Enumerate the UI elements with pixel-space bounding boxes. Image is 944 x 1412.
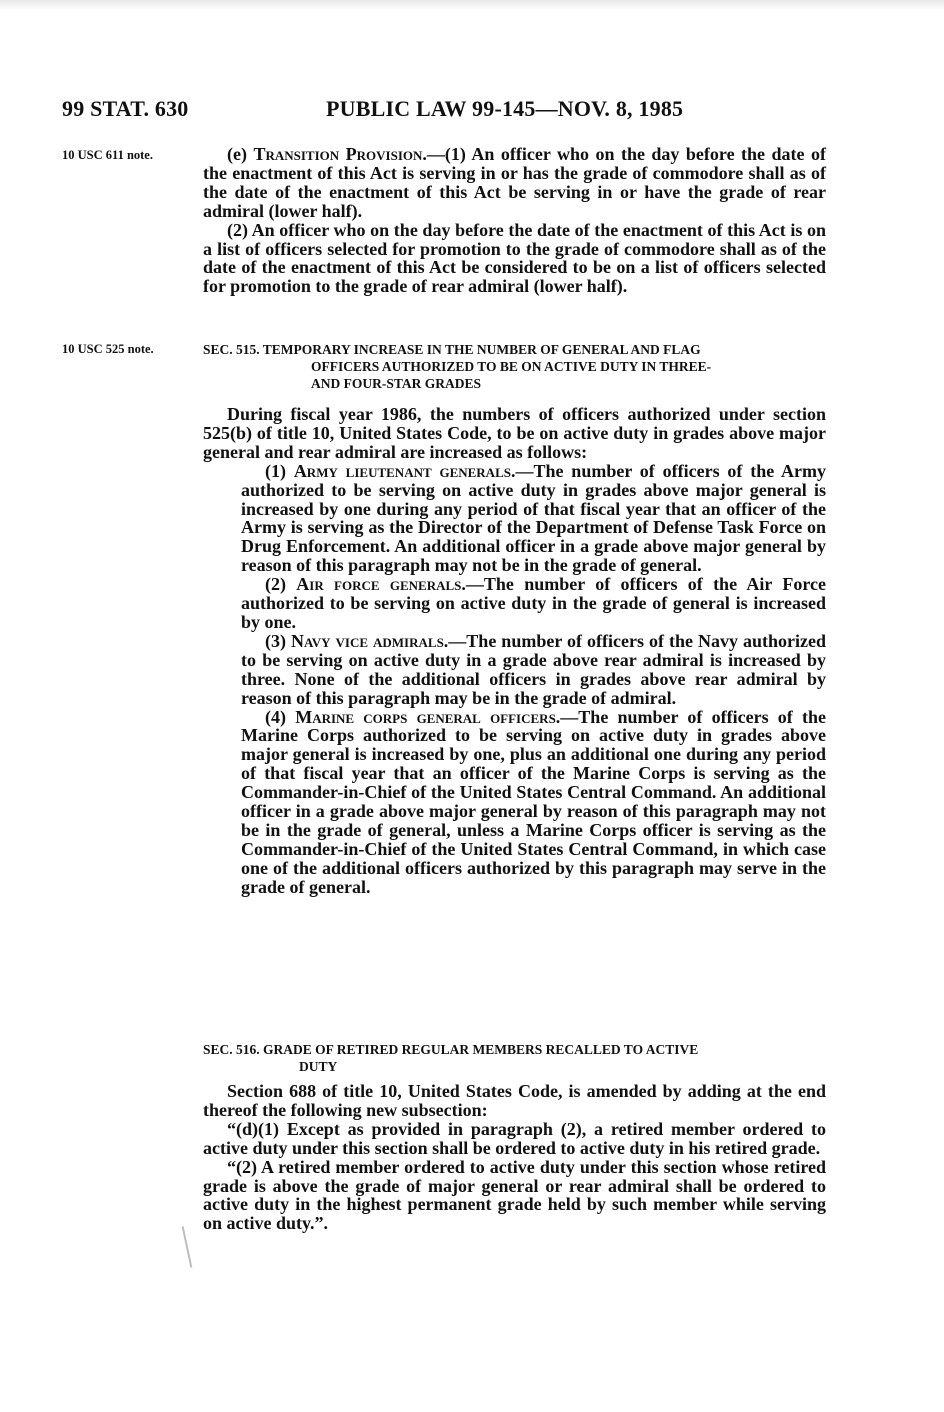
item-text: .—The number of officers of the Marine Corps authorized to be serving on active duty in grades above major general is increased by one, plus an additional one during any period of that fiscal year that an officer of the Marine Corps is serving as the Commander-in-Chief of the United States Central Command. An additional officer in a grade above major general by reason of this paragraph may not be in the grade of general, unless a Marine Corps officer is serving as the Commander-in-Chief of the United States Central Command, in which case one of the additional officers authorized by this paragraph may serve in the grade of general. bbox=[241, 706, 826, 897]
sec-515-heading-line1: SEC. 515. TEMPORARY INCREASE IN THE NUMBER OF GENERAL AND FLAG bbox=[203, 342, 701, 357]
item-label: (1) bbox=[265, 460, 294, 481]
item-label: (2) bbox=[265, 574, 297, 595]
sec-515-item-1 bbox=[203, 462, 826, 575]
sec-515-heading-line2: OFFICERS AUTHORIZED TO BE ON ACTIVE DUTY IN THREE- bbox=[311, 359, 712, 374]
pencil-mark bbox=[182, 1226, 193, 1267]
transition-p1-text: .—(1) An officer who on the day before the date of the enactment of this Act is serving in or has the grade of commodore shall as of the date of the enactment of this Act be serving in or have the grade of rear admiral (lower half). bbox=[203, 144, 826, 221]
sec-516-heading-line2: DUTY bbox=[299, 1059, 338, 1074]
marine-corps-general-officers-heading: Marine corps general officers bbox=[295, 706, 556, 727]
sec-516-body bbox=[203, 1082, 826, 1233]
sec-515-intro: During fiscal year 1986, the numbers of officers authorized under section 525(b) of title 10, United States Code, to be on active duty in grades above major general and rear admiral are increased as follows: bbox=[203, 404, 826, 462]
sec-515-item-2 bbox=[203, 575, 826, 632]
sec-516-paragraph-2: “(2) A retired member ordered to active duty under this section whose retired grade is above the grade of major general or rear admiral shall be ordered to active duty in the highest permanent grade held by such member while serving on active duty.”. bbox=[203, 1156, 826, 1234]
margin-note-usc-611: 10 USC 611 note. bbox=[62, 148, 153, 162]
sec-516-paragraph-1: “(d)(1) Except as provided in paragraph (2), a retired member ordered to active duty under this section shall be ordered to active duty in his retired grade. bbox=[203, 1118, 826, 1158]
air-force-generals-heading: Air force generals bbox=[296, 574, 462, 595]
sec-516-heading-line1: SEC. 516. GRADE OF RETIRED REGULAR MEMBERS RECALLED TO ACTIVE bbox=[203, 1042, 699, 1057]
running-header: PUBLIC LAW 99-145—NOV. 8, 1985 bbox=[326, 96, 684, 121]
item-text: .—The number of officers of the Army authorized to be serving on active duty in grades above major general is increased by one during any period of that fiscal year that an officer of the Army is serving as the Director of the Department of Defense Task Force on Drug Enforcement. An additional officer in a grade above major general by reason of this paragraph may not be in the grade of general. bbox=[241, 460, 826, 576]
transition-paragraph-1 bbox=[203, 145, 826, 221]
subsection-label: (e) bbox=[227, 144, 254, 164]
stat-page-number: 99 STAT. 630 bbox=[62, 96, 189, 121]
margin-note-usc-525: 10 USC 525 note. bbox=[62, 342, 154, 356]
sec-516-intro: Section 688 of title 10, United States Code, is amended by adding at the end thereof the following new subsection: bbox=[203, 1081, 826, 1120]
transition-provision bbox=[203, 145, 826, 296]
item-text: .—The number of officers of the Navy authorized to be serving on active duty in a grade above rear admiral is increased by three. None of the additional officers in grades above rear admiral by reason of this paragraph may be in the grade of admiral. bbox=[241, 630, 826, 708]
item-text: .—The number of officers of the Air Force authorized to be serving on active duty in the grade of general is increased by one. bbox=[241, 574, 826, 632]
sec-515-item-3 bbox=[203, 632, 826, 708]
item-label: (3) bbox=[265, 630, 291, 651]
army-lieutenant-generals-heading: Army lieutenant generals bbox=[293, 460, 511, 481]
sec-515-item-4 bbox=[203, 708, 826, 897]
item-label: (4) bbox=[265, 706, 296, 727]
scan-edge bbox=[0, 0, 944, 10]
sec-516-heading bbox=[203, 1041, 826, 1075]
transition-paragraph-2: (2) An officer who on the day before the date of the enactment of this Act is on a list of officers selected for promotion to the grade of commodore shall as of the date of the enactment of this Act be considered to be on a list of officers selected for promotion to the grade of rear admiral (lower half). bbox=[203, 219, 826, 297]
sec-515-heading-line3: AND FOUR-STAR GRADES bbox=[311, 376, 482, 391]
sec-515-body bbox=[203, 405, 826, 897]
sec-515-heading bbox=[203, 341, 826, 392]
navy-vice-admirals-heading: Navy vice admirals bbox=[291, 630, 444, 651]
transition-heading: Transition Provision bbox=[253, 144, 423, 164]
